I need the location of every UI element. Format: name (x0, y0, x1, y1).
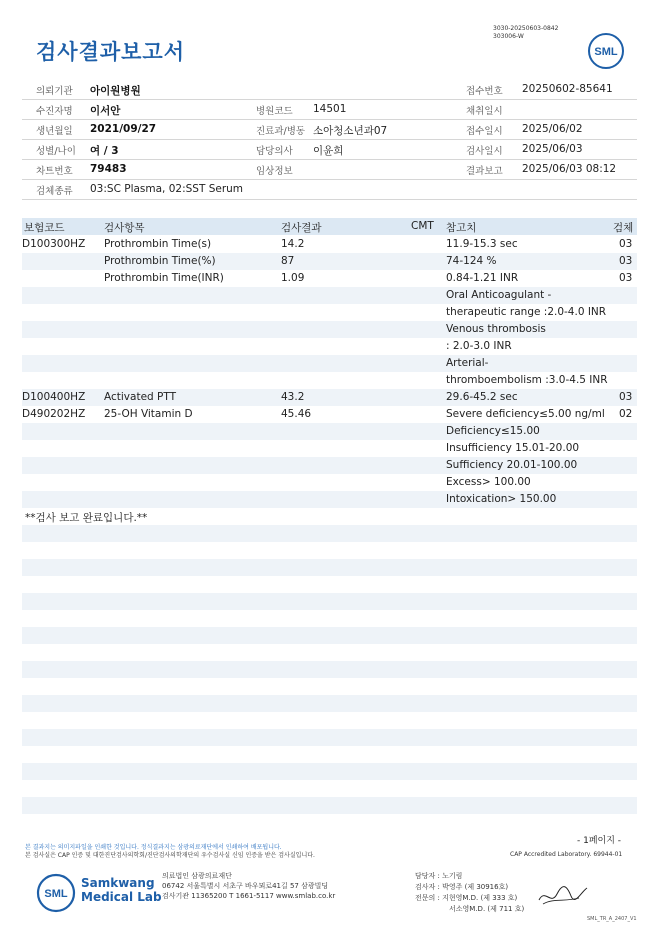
birth-value: 2021/09/27 (90, 123, 157, 135)
row-code: D100300HZ (22, 238, 86, 250)
row-stripe (22, 593, 637, 610)
collect-date-label: 채취일시 (466, 106, 503, 117)
row-specimen: 03 (619, 238, 633, 250)
row-code: D490202HZ (22, 408, 86, 420)
row-reference: 11.9-15.3 sec (446, 238, 518, 250)
header-spec: 검체 (613, 222, 634, 234)
row-reference: Oral Anticoagulant - (446, 289, 552, 301)
row-stripe (22, 763, 637, 780)
chart-no-value: 79483 (90, 163, 127, 175)
receipt-date-value: 2025/06/02 (522, 123, 583, 135)
row-reference: Deficiency≤15.00 (446, 425, 540, 437)
row-reference: thromboembolism :3.0-4.5 INR (446, 374, 608, 386)
dept-value: 소아청소년과07 (313, 125, 388, 137)
document-number-line1: 3030-20250603-0842 (493, 25, 559, 32)
complete-note: **검사 보고 완료입니다.** (25, 512, 148, 524)
row-stripe (22, 661, 637, 678)
institution-value: 아이원병원 (90, 85, 141, 97)
svg-text:SML: SML (44, 888, 68, 900)
row-stripe (22, 559, 637, 576)
row-specimen: 03 (619, 272, 633, 284)
header-cmt: CMT (411, 220, 434, 232)
doctor-value: 이윤희 (313, 145, 344, 157)
row-reference: : 2.0-3.0 INR (446, 340, 512, 352)
row-code: D100400HZ (22, 391, 86, 403)
receipt-no-label: 접수번호 (466, 86, 503, 97)
row-reference: Arterial- (446, 357, 489, 369)
row-specimen: 03 (619, 255, 633, 267)
row-reference: Sufficiency 20.01-100.00 (446, 459, 578, 471)
row-item: Activated PTT (104, 391, 177, 403)
info-row (22, 79, 637, 100)
lab-info-line2: 06742 서울특별시 서초구 바우뫼로41길 57 삼광빌딩 (162, 882, 329, 890)
results-header (22, 218, 637, 235)
page-title: 검사결과보고서 (36, 40, 186, 64)
header-code: 보험코드 (24, 222, 65, 234)
sex-age-label: 성별/나이 (36, 146, 76, 157)
row-stripe (22, 797, 637, 814)
lab-info-line1: 의료법인 삼광의료재단 (162, 872, 232, 880)
sml-logo-icon (587, 32, 625, 70)
sex-age-value: 여 / 3 (90, 145, 119, 157)
receipt-date-label: 접수일시 (466, 126, 503, 137)
print-notice: 본 결과지는 의미지파일을 인쇄한 것입니다. 정식결과지는 삼광의료재단에서 인쇄하여 배포됩니다. (25, 844, 282, 851)
row-specimen: 02 (619, 408, 633, 420)
info-row (22, 159, 637, 180)
row-stripe (22, 729, 637, 746)
sml-footer-logo-icon (36, 873, 76, 913)
row-result: 45.46 (281, 408, 312, 420)
row-item: Prothrombin Time(%) (104, 255, 216, 267)
doctor-label: 담당의사 (256, 146, 293, 157)
staff-info (415, 871, 524, 915)
lab-info-line3: 검사기관 11365200 T 1661-5117 www.smlab.co.kr (162, 892, 336, 900)
row-specimen: 03 (619, 391, 633, 403)
row-stripe (22, 695, 637, 712)
row-item: 25-OH Vitamin D (104, 408, 193, 420)
specimen-label: 검체종류 (36, 186, 73, 197)
row-stripe (22, 423, 637, 440)
info-row (22, 119, 637, 140)
lab-name-line1: Samkwang (81, 876, 155, 890)
row-item: Prothrombin Time(s) (104, 238, 212, 250)
report-date-label: 결과보고 (466, 166, 503, 177)
header-result: 검사결과 (281, 222, 322, 234)
specimen-value: 03:SC Plasma, 02:SST Serum (90, 183, 244, 195)
staff-line3: 전문의 : 지현영M.D. (제 333 호) (415, 894, 518, 902)
staff-line2: 검사자 : 박영주 (제 30916호) (415, 883, 509, 891)
institution-label: 의뢰기관 (36, 86, 73, 97)
dept-label: 진료과/병동 (256, 126, 306, 137)
report-date-value: 2025/06/03 08:12 (522, 163, 617, 175)
signature-icon (535, 878, 590, 910)
test-date-value: 2025/06/03 (522, 143, 583, 155)
header-ref: 참고치 (446, 222, 477, 234)
info-row (22, 139, 637, 160)
info-row (22, 179, 637, 200)
staff-line1: 담당자 : 노기림 (415, 872, 463, 880)
chart-no-label: 차트번호 (36, 166, 73, 177)
row-reference: Insufficiency 15.01-20.00 (446, 442, 580, 454)
row-result: 1.09 (281, 272, 305, 284)
lab-name-line2: Medical Lab (81, 890, 162, 904)
row-stripe (22, 355, 637, 372)
row-reference: 29.6-45.2 sec (446, 391, 518, 403)
birth-label: 생년월일 (36, 126, 73, 137)
row-reference: therapeutic range :2.0-4.0 INR (446, 306, 607, 318)
form-id: SML_TR_A_2407_V1 (587, 916, 637, 922)
row-stripe (22, 627, 637, 644)
receipt-no-value: 20250602-85641 (522, 83, 613, 95)
svg-text:SML: SML (594, 46, 618, 58)
row-reference: Intoxication> 150.00 (446, 493, 557, 505)
row-reference: Venous thrombosis (446, 323, 546, 335)
staff-line4: 서소영M.D. (제 711 호) (449, 905, 525, 913)
hospital-code-value: 14501 (313, 103, 347, 115)
accreditation-notice: 본 검사실은 CAP 인증 및 대한진단검사의학회/진단검사의학재단의 우수검사실 신임 인증을 받은 검사실입니다. (25, 852, 315, 859)
row-reference: 74-124 % (446, 255, 497, 267)
name-value: 이서안 (90, 105, 121, 117)
page-number: - 1페이지 - (577, 836, 622, 846)
row-result: 14.2 (281, 238, 305, 250)
lab-info (162, 871, 335, 901)
row-reference: Severe deficiency≤5.00 ng/ml (446, 408, 605, 420)
row-reference: 0.84-1.21 INR (446, 272, 519, 284)
hospital-code-label: 병원코드 (256, 106, 293, 117)
lab-name (81, 876, 162, 904)
test-date-label: 검사일시 (466, 146, 503, 157)
row-reference: Excess> 100.00 (446, 476, 531, 488)
cap-accreditation: CAP Accredited Laboratory. 69944-01 (510, 851, 623, 858)
document-number-line2: 303006-W (493, 33, 524, 40)
row-item: Prothrombin Time(INR) (104, 272, 224, 284)
row-result: 43.2 (281, 391, 305, 403)
clinical-label: 임상정보 (256, 166, 293, 177)
name-label: 수진자명 (36, 106, 73, 117)
row-result: 87 (281, 255, 295, 267)
info-row (22, 99, 637, 120)
document-number (493, 25, 558, 41)
header-item: 검사항목 (104, 222, 145, 234)
row-stripe (22, 525, 637, 542)
